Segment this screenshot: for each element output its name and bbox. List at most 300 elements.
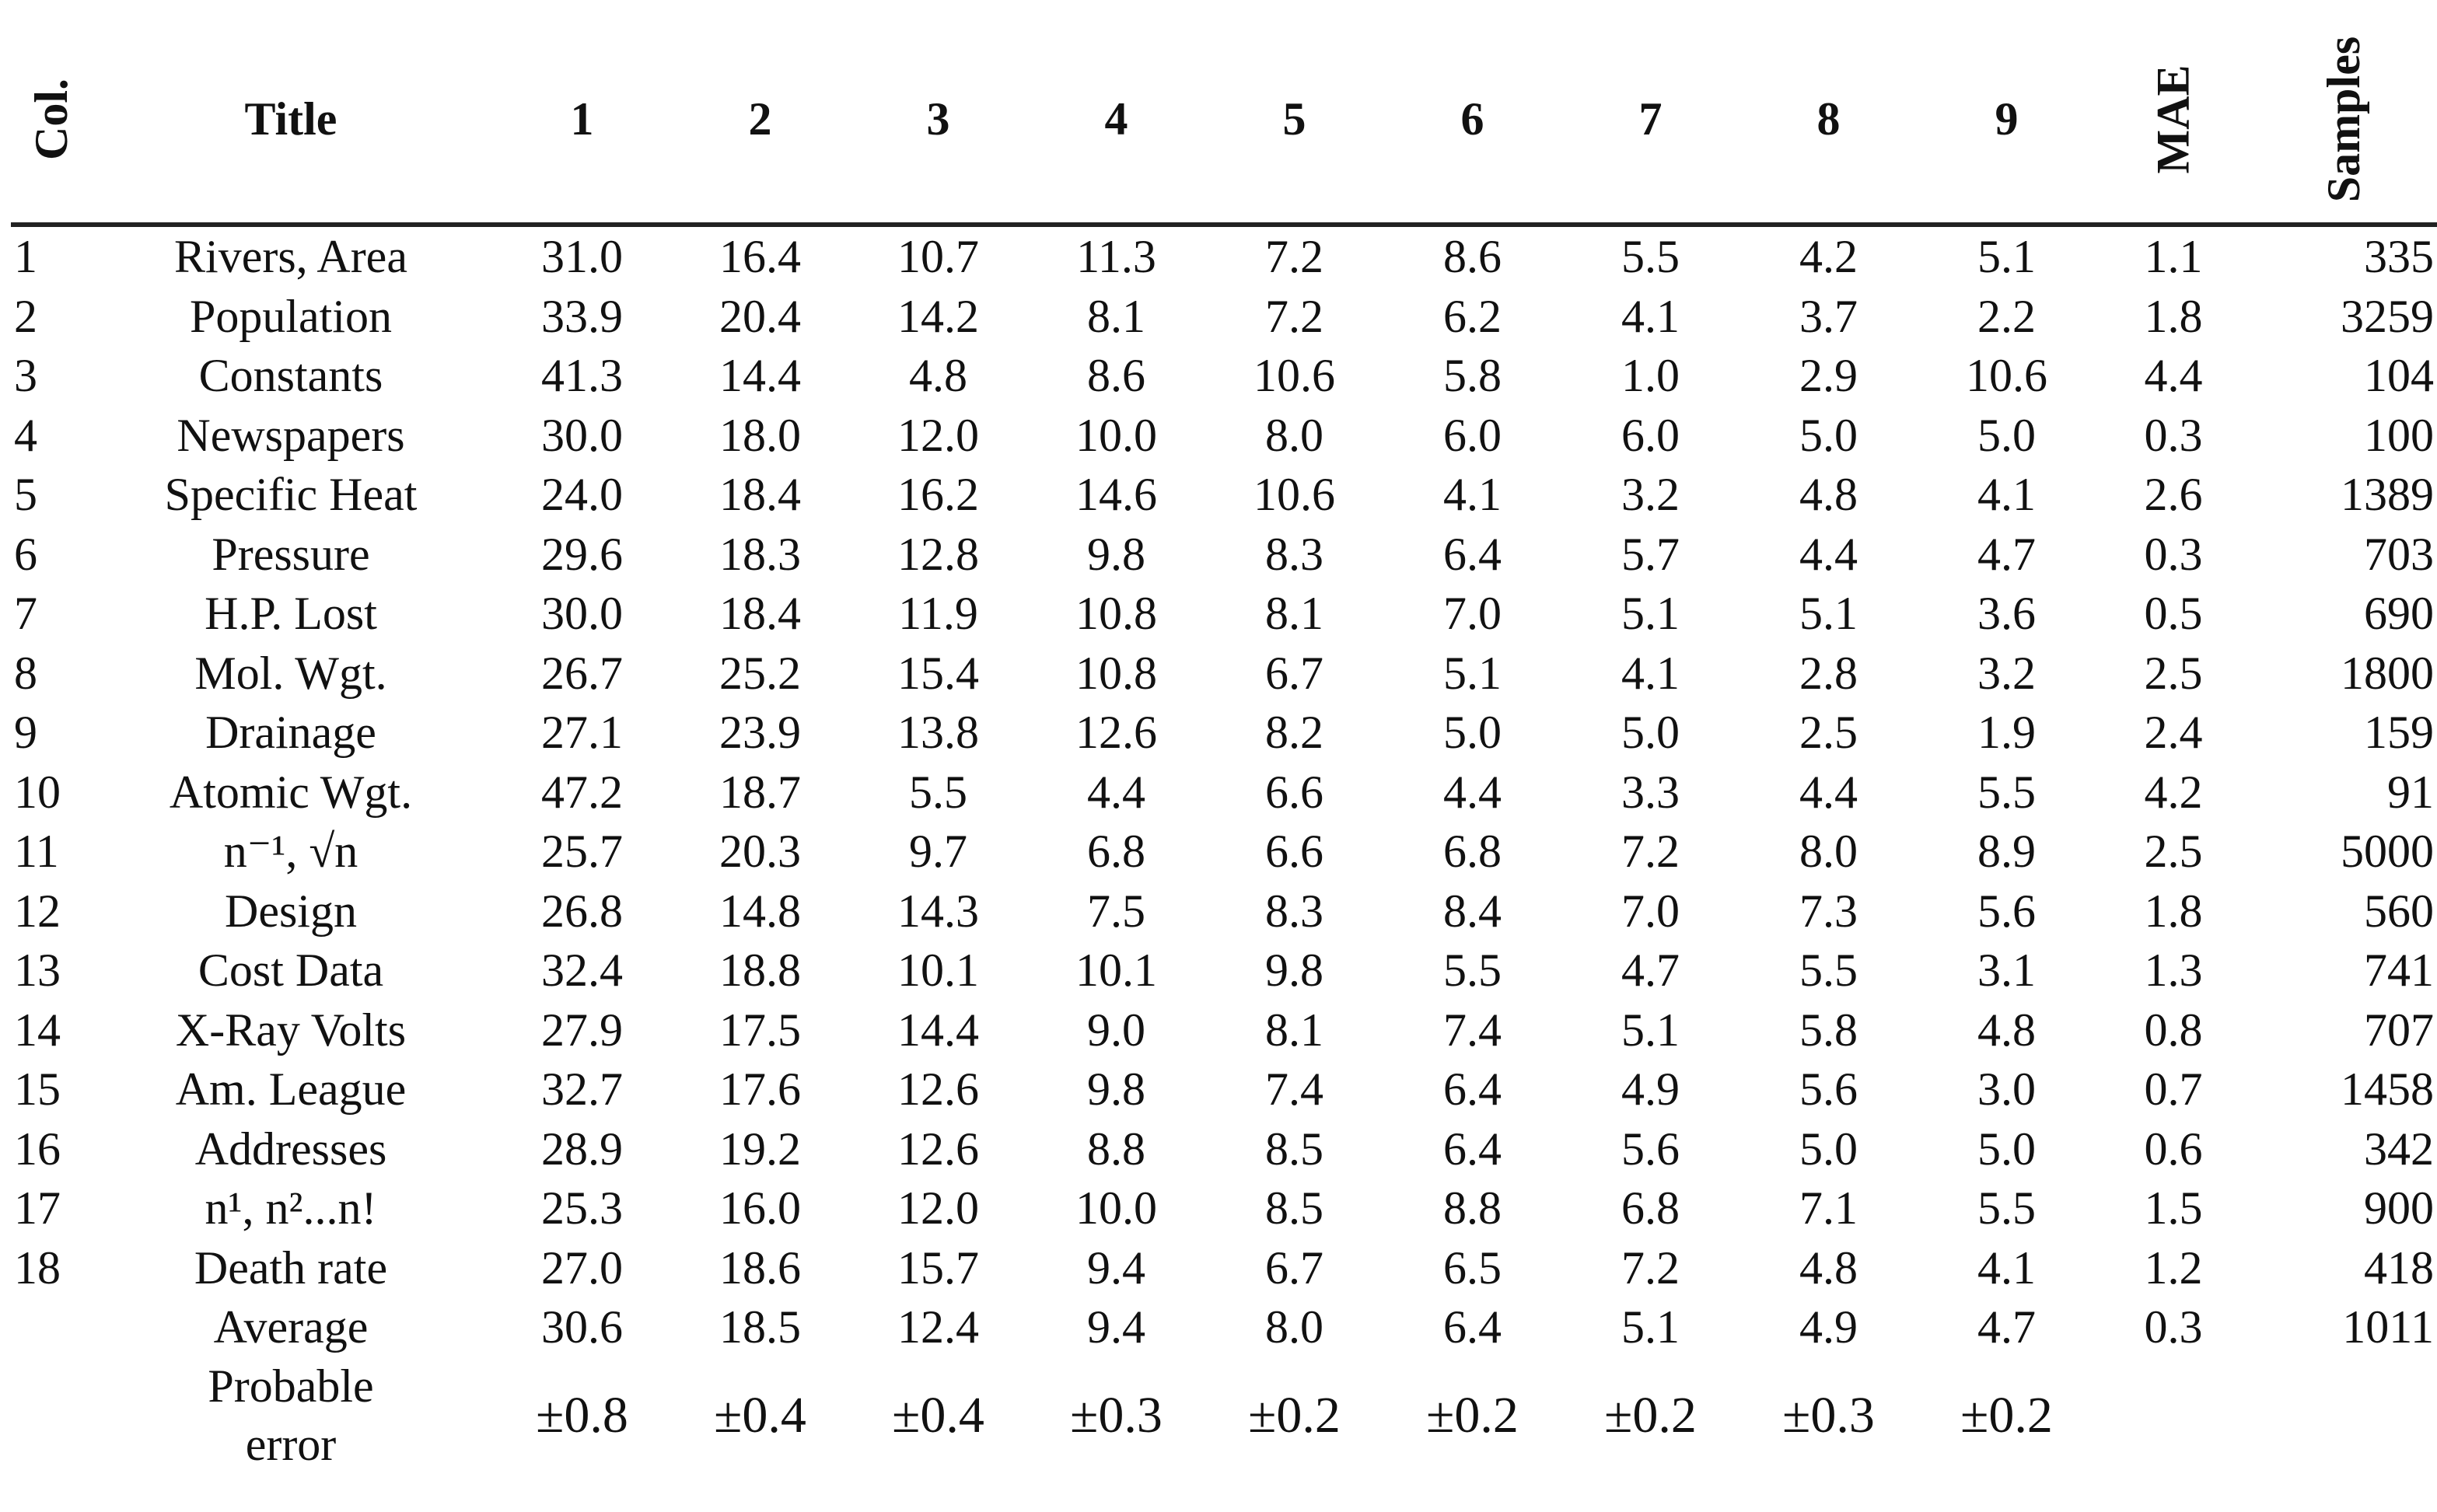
digit-8-percent: 5.8	[1799, 1004, 1858, 1056]
digit-3-percent: 12.6	[897, 1063, 979, 1116]
digit-7-percent: 5.5	[1621, 231, 1680, 283]
row-samples: 1458	[2341, 1063, 2434, 1116]
header-digit-7: 7	[1561, 16, 1739, 225]
header-mae	[2096, 16, 2251, 225]
digit-2-percent: 18.5	[719, 1301, 801, 1353]
digit-1-percent: 31.0	[541, 231, 623, 283]
digit-4-percent: 10.1	[1075, 945, 1157, 997]
row-samples: 159	[2364, 707, 2434, 759]
row-mae: 2.5	[2144, 826, 2203, 878]
digit-3-percent: 12.6	[897, 1123, 979, 1175]
benford-table	[11, 16, 2437, 1474]
row-col-number: 11	[14, 826, 59, 878]
digit-6-percent: 5.0	[1443, 707, 1502, 759]
digit-5-percent: 7.2	[1265, 231, 1323, 283]
row-title: Average	[213, 1301, 369, 1353]
digit-9-percent: 1.9	[1977, 707, 2036, 759]
header-title: Title	[89, 16, 493, 225]
digit-5-percent: 8.0	[1265, 1301, 1323, 1353]
digit-9-percent: 8.9	[1977, 826, 2036, 878]
row-mae: 0.8	[2144, 1004, 2203, 1056]
table-row	[11, 763, 2437, 822]
table-row	[11, 1297, 2437, 1357]
row-mae: 0.3	[2144, 1301, 2203, 1353]
digit-9-percent: 3.2	[1977, 647, 2036, 699]
row-mae: 1.3	[2144, 945, 2203, 997]
probable-error-mae-empty	[2096, 1357, 2251, 1474]
row-col-number: 7	[14, 588, 37, 640]
digit-3-percent: 12.8	[897, 528, 979, 580]
row-col-number: 14	[14, 1004, 61, 1056]
row-title: Specific Heat	[164, 469, 418, 521]
digit-9-percent: 5.1	[1977, 231, 2036, 283]
digit-2-percent: 18.3	[719, 528, 801, 580]
table-row	[11, 525, 2437, 585]
digit-8-percent: 4.2	[1799, 231, 1858, 283]
digit-6-percent: 8.8	[1443, 1182, 1502, 1234]
digit-1-percent: 25.7	[541, 826, 623, 878]
digit-5-percent: 8.3	[1265, 885, 1323, 937]
header-digit-2: 2	[671, 16, 849, 225]
row-samples: 741	[2364, 945, 2434, 997]
digit-6-percent: 4.1	[1443, 469, 1502, 521]
digit-4-percent: 7.5	[1087, 885, 1145, 937]
row-samples: 342	[2364, 1123, 2434, 1175]
row-mae: 0.5	[2144, 588, 2203, 640]
digit-1-percent: 26.7	[541, 647, 623, 699]
digit-1-percent: 27.0	[541, 1241, 623, 1294]
probable-error-digit-6: ±0.2	[1426, 1386, 1519, 1444]
row-col-number: 10	[14, 766, 61, 818]
digit-2-percent: 18.4	[719, 469, 801, 521]
digit-9-percent: 4.7	[1977, 1301, 2036, 1353]
row-samples: 418	[2364, 1241, 2434, 1294]
row-mae: 1.5	[2144, 1182, 2203, 1234]
digit-9-percent: 4.7	[1977, 528, 2036, 580]
row-col-number: 13	[14, 945, 61, 997]
row-mae: 2.4	[2144, 707, 2203, 759]
table-row	[11, 1060, 2437, 1119]
digit-7-percent: 7.0	[1621, 885, 1680, 937]
digit-4-percent: 8.8	[1087, 1123, 1145, 1175]
row-col-number: 4	[14, 409, 37, 461]
digit-8-percent: 4.8	[1799, 469, 1858, 521]
digit-7-percent: 7.2	[1621, 826, 1680, 878]
row-samples: 335	[2364, 231, 2434, 283]
digit-9-percent: 5.0	[1977, 409, 2036, 461]
digit-6-percent: 6.8	[1443, 826, 1502, 878]
row-mae: 4.2	[2144, 766, 2203, 818]
row-title: n⁻¹, √n	[223, 826, 358, 878]
digit-4-percent: 10.8	[1075, 647, 1157, 699]
digit-5-percent: 8.2	[1265, 707, 1323, 759]
digit-9-percent: 3.6	[1977, 588, 2036, 640]
digit-5-percent: 6.7	[1265, 1241, 1323, 1294]
row-col-number: 8	[14, 647, 37, 699]
digit-3-percent: 14.2	[897, 290, 979, 342]
header-samples	[2251, 16, 2437, 225]
table-row	[11, 644, 2437, 704]
row-samples: 1800	[2341, 647, 2434, 699]
row-mae: 0.7	[2144, 1063, 2203, 1116]
digit-2-percent: 19.2	[719, 1123, 801, 1175]
table-row	[11, 584, 2437, 644]
digit-1-percent: 41.3	[541, 350, 623, 402]
digit-4-percent: 4.4	[1087, 766, 1145, 818]
digit-3-percent: 4.8	[909, 350, 967, 402]
row-title: Newspapers	[177, 409, 405, 461]
digit-9-percent: 10.6	[1966, 350, 2047, 402]
digit-9-percent: 4.1	[1977, 1241, 2036, 1294]
digit-7-percent: 5.1	[1621, 1004, 1680, 1056]
digit-6-percent: 6.4	[1443, 1063, 1502, 1116]
row-title: X-Ray Volts	[175, 1004, 407, 1056]
row-title: Death rate	[194, 1241, 388, 1294]
digit-8-percent: 4.4	[1799, 528, 1858, 580]
digit-5-percent: 10.6	[1253, 350, 1335, 402]
row-samples: 900	[2364, 1182, 2434, 1234]
digit-1-percent: 30.0	[541, 588, 623, 640]
digit-2-percent: 20.3	[719, 826, 801, 878]
header-digit-6: 6	[1383, 16, 1561, 225]
digit-3-percent: 13.8	[897, 707, 979, 759]
digit-9-percent: 5.5	[1977, 1182, 2036, 1234]
digit-4-percent: 9.8	[1087, 1063, 1145, 1116]
digit-8-percent: 7.3	[1799, 885, 1858, 937]
digit-3-percent: 14.3	[897, 885, 979, 937]
digit-7-percent: 1.0	[1621, 350, 1680, 402]
digit-8-percent: 2.9	[1799, 350, 1858, 402]
digit-6-percent: 5.5	[1443, 945, 1502, 997]
table-row	[11, 1000, 2437, 1060]
digit-8-percent: 2.5	[1799, 707, 1858, 759]
probable-error-digit-2: ±0.4	[714, 1386, 806, 1444]
row-mae: 0.3	[2144, 409, 2203, 461]
row-samples: 100	[2364, 409, 2434, 461]
digit-4-percent: 12.6	[1075, 707, 1157, 759]
row-mae: 1.8	[2144, 885, 2203, 937]
digit-9-percent: 5.6	[1977, 885, 2036, 937]
digit-4-percent: 9.4	[1087, 1241, 1145, 1294]
header-col	[11, 16, 89, 225]
digit-3-percent: 5.5	[909, 766, 967, 818]
digit-7-percent: 6.0	[1621, 409, 1680, 461]
digit-6-percent: 6.4	[1443, 1123, 1502, 1175]
digit-6-percent: 6.0	[1443, 409, 1502, 461]
digit-1-percent: 28.9	[541, 1123, 623, 1175]
digit-6-percent: 5.1	[1443, 647, 1502, 699]
table-row	[11, 406, 2437, 466]
row-col-number: 2	[14, 290, 37, 342]
row-mae: 1.8	[2144, 290, 2203, 342]
digit-1-percent: 32.4	[541, 945, 623, 997]
header-digit-8: 8	[1739, 16, 1918, 225]
row-mae: 1.1	[2144, 231, 2203, 283]
digit-5-percent: 8.0	[1265, 409, 1323, 461]
digit-1-percent: 30.6	[541, 1301, 623, 1353]
digit-1-percent: 32.7	[541, 1063, 623, 1116]
probable-error-digit-3: ±0.4	[892, 1386, 984, 1444]
digit-7-percent: 6.8	[1621, 1182, 1680, 1234]
digit-6-percent: 6.5	[1443, 1241, 1502, 1294]
probable-error-digit-7: ±0.2	[1604, 1386, 1697, 1444]
digit-1-percent: 25.3	[541, 1182, 623, 1234]
digit-1-percent: 29.6	[541, 528, 623, 580]
digit-1-percent: 27.1	[541, 707, 623, 759]
digit-2-percent: 18.8	[719, 945, 801, 997]
digit-6-percent: 8.4	[1443, 885, 1502, 937]
digit-4-percent: 10.8	[1075, 588, 1157, 640]
digit-4-percent: 10.0	[1075, 409, 1157, 461]
header-row	[11, 16, 2437, 225]
digit-6-percent: 7.4	[1443, 1004, 1502, 1056]
table-row	[11, 882, 2437, 941]
header-digit-9: 9	[1918, 16, 2096, 225]
digit-4-percent: 9.8	[1087, 528, 1145, 580]
row-col-number: 1	[14, 231, 37, 283]
digit-5-percent: 8.1	[1265, 1004, 1323, 1056]
digit-9-percent: 5.0	[1977, 1123, 2036, 1175]
digit-1-percent: 24.0	[541, 469, 623, 521]
row-col-number: 17	[14, 1182, 61, 1234]
digit-5-percent: 7.2	[1265, 290, 1323, 342]
table-row	[11, 822, 2437, 882]
digit-7-percent: 4.1	[1621, 290, 1680, 342]
digit-2-percent: 14.4	[719, 350, 801, 402]
table-header	[11, 16, 2437, 225]
digit-5-percent: 6.6	[1265, 826, 1323, 878]
row-samples: 91	[2387, 766, 2434, 818]
row-samples: 3259	[2341, 290, 2434, 342]
digit-1-percent: 26.8	[541, 885, 623, 937]
digit-4-percent: 6.8	[1087, 826, 1145, 878]
row-title: Mol. Wgt.	[194, 647, 387, 699]
digit-3-percent: 15.7	[897, 1241, 979, 1294]
digit-1-percent: 47.2	[541, 766, 623, 818]
digit-8-percent: 7.1	[1799, 1182, 1858, 1234]
digit-7-percent: 5.0	[1621, 707, 1680, 759]
digit-9-percent: 4.1	[1977, 469, 2036, 521]
probable-error-digit-9: ±0.2	[1960, 1386, 2053, 1444]
digit-3-percent: 12.4	[897, 1301, 979, 1353]
table-row	[11, 703, 2437, 763]
row-samples: 5000	[2341, 826, 2434, 878]
digit-4-percent: 8.6	[1087, 350, 1145, 402]
probable-error-samples-empty	[2251, 1357, 2437, 1474]
header-digit-3: 3	[849, 16, 1027, 225]
row-col-number: 15	[14, 1063, 61, 1116]
digit-6-percent: 8.6	[1443, 231, 1502, 283]
digit-8-percent: 2.8	[1799, 647, 1858, 699]
probable-error-digit-1: ±0.8	[536, 1386, 628, 1444]
digit-2-percent: 18.7	[719, 766, 801, 818]
digit-5-percent: 8.5	[1265, 1182, 1323, 1234]
digit-7-percent: 5.7	[1621, 528, 1680, 580]
row-title: n¹, n²...n!	[205, 1182, 377, 1234]
digit-5-percent: 6.7	[1265, 647, 1323, 699]
digit-7-percent: 3.2	[1621, 469, 1680, 521]
digit-7-percent: 5.1	[1621, 588, 1680, 640]
row-mae: 0.3	[2144, 528, 2203, 580]
digit-5-percent: 8.1	[1265, 588, 1323, 640]
row-title: Drainage	[205, 707, 376, 759]
digit-2-percent: 17.5	[719, 1004, 801, 1056]
row-mae: 4.4	[2144, 350, 2203, 402]
row-col-number: 5	[14, 469, 37, 521]
digit-6-percent: 6.2	[1443, 290, 1502, 342]
row-samples: 1011	[2342, 1301, 2434, 1353]
header-samples-label: Samples	[2318, 36, 2369, 202]
digit-4-percent: 14.6	[1075, 469, 1157, 521]
probable-error-col-empty	[11, 1357, 89, 1474]
digit-2-percent: 20.4	[719, 290, 801, 342]
row-col-number: 12	[14, 885, 61, 937]
header-col-label: Col.	[26, 78, 77, 160]
row-mae: 0.6	[2144, 1123, 2203, 1175]
row-title: Atomic Wgt.	[169, 766, 413, 818]
row-col-number	[11, 1297, 89, 1357]
header-digit-5: 5	[1205, 16, 1383, 225]
digit-3-percent: 12.0	[897, 409, 979, 461]
digit-3-percent: 11.9	[898, 588, 978, 640]
digit-6-percent: 7.0	[1443, 588, 1502, 640]
digit-1-percent: 27.9	[541, 1004, 623, 1056]
row-title: Rivers, Area	[174, 231, 407, 283]
digit-4-percent: 10.0	[1075, 1182, 1157, 1234]
table-row	[11, 225, 2437, 287]
digit-2-percent: 14.8	[719, 885, 801, 937]
header-mae-label: MAE	[2147, 65, 2199, 173]
digit-6-percent: 6.4	[1443, 1301, 1502, 1353]
digit-1-percent: 30.0	[541, 409, 623, 461]
digit-6-percent: 5.8	[1443, 350, 1502, 402]
digit-9-percent: 3.0	[1977, 1063, 2036, 1116]
digit-9-percent: 4.8	[1977, 1004, 2036, 1056]
digit-6-percent: 4.4	[1443, 766, 1502, 818]
digit-8-percent: 5.6	[1799, 1063, 1858, 1116]
row-title: Cost Data	[198, 945, 384, 997]
digit-9-percent: 2.2	[1977, 290, 2036, 342]
row-samples: 703	[2364, 528, 2434, 580]
probable-error-title-line1: Probable	[208, 1360, 374, 1412]
row-mae: 2.5	[2144, 647, 2203, 699]
digit-5-percent: 6.6	[1265, 766, 1323, 818]
digit-9-percent: 3.1	[1977, 945, 2036, 997]
digit-8-percent: 4.9	[1799, 1301, 1858, 1353]
row-title: Design	[225, 885, 357, 937]
digit-4-percent: 9.0	[1087, 1004, 1145, 1056]
row-samples: 104	[2364, 350, 2434, 402]
table-row	[11, 1179, 2437, 1238]
digit-3-percent: 12.0	[897, 1182, 979, 1234]
probable-error-digit-8: ±0.3	[1782, 1386, 1875, 1444]
row-title: Am. League	[175, 1063, 407, 1116]
row-samples: 1389	[2341, 469, 2434, 521]
digit-2-percent: 18.0	[719, 409, 801, 461]
digit-5-percent: 8.3	[1265, 528, 1323, 580]
digit-3-percent: 10.7	[897, 231, 979, 283]
row-col-number: 9	[14, 707, 37, 759]
digit-7-percent: 5.6	[1621, 1123, 1680, 1175]
row-title: Constants	[198, 350, 383, 402]
digit-8-percent: 5.5	[1799, 945, 1858, 997]
digit-8-percent: 5.0	[1799, 1123, 1858, 1175]
row-title: H.P. Lost	[205, 588, 377, 640]
probable-error-title	[89, 1357, 493, 1474]
row-col-number: 6	[14, 528, 37, 580]
probable-error-digit-4: ±0.3	[1070, 1386, 1163, 1444]
row-mae: 2.6	[2144, 469, 2203, 521]
digit-2-percent: 16.4	[719, 231, 801, 283]
table-row	[11, 1119, 2437, 1179]
digit-4-percent: 11.3	[1076, 231, 1156, 283]
probable-error-digit-5: ±0.2	[1248, 1386, 1341, 1444]
digit-7-percent: 4.9	[1621, 1063, 1680, 1116]
row-title: Population	[189, 290, 392, 342]
digit-3-percent: 16.2	[897, 469, 979, 521]
digit-7-percent: 5.1	[1621, 1301, 1680, 1353]
digit-8-percent: 8.0	[1799, 826, 1858, 878]
digit-2-percent: 25.2	[719, 647, 801, 699]
row-col-number: 18	[14, 1241, 61, 1294]
row-title: Addresses	[194, 1123, 387, 1175]
digit-3-percent: 15.4	[897, 647, 979, 699]
header-digit-1: 1	[493, 16, 671, 225]
digit-5-percent: 10.6	[1253, 469, 1335, 521]
digit-7-percent: 4.7	[1621, 945, 1680, 997]
digit-7-percent: 3.3	[1621, 766, 1680, 818]
row-col-number: 16	[14, 1123, 61, 1175]
probable-error-title-line2: error	[245, 1418, 337, 1470]
digit-3-percent: 9.7	[909, 826, 967, 878]
digit-8-percent: 5.1	[1799, 588, 1858, 640]
table-row	[11, 1238, 2437, 1298]
row-title: Pressure	[212, 528, 370, 580]
digit-7-percent: 7.2	[1621, 1241, 1680, 1294]
digit-8-percent: 3.7	[1799, 290, 1858, 342]
row-samples: 560	[2364, 885, 2434, 937]
digit-8-percent: 4.4	[1799, 766, 1858, 818]
digit-2-percent: 17.6	[719, 1063, 801, 1116]
digit-2-percent: 16.0	[719, 1182, 801, 1234]
digit-2-percent: 18.4	[719, 588, 801, 640]
digit-3-percent: 10.1	[897, 945, 979, 997]
header-digit-4: 4	[1027, 16, 1205, 225]
table-row	[11, 941, 2437, 1000]
table-row	[11, 346, 2437, 406]
row-col-number: 3	[14, 350, 37, 402]
digit-8-percent: 5.0	[1799, 409, 1858, 461]
table-row	[11, 287, 2437, 347]
digit-5-percent: 7.4	[1265, 1063, 1323, 1116]
digit-3-percent: 14.4	[897, 1004, 979, 1056]
row-samples: 690	[2364, 588, 2434, 640]
digit-2-percent: 18.6	[719, 1241, 801, 1294]
row-mae: 1.2	[2144, 1241, 2203, 1294]
digit-8-percent: 4.8	[1799, 1241, 1858, 1294]
digit-7-percent: 4.1	[1621, 647, 1680, 699]
digit-9-percent: 5.5	[1977, 766, 2036, 818]
digit-6-percent: 6.4	[1443, 528, 1502, 580]
digit-1-percent: 33.9	[541, 290, 623, 342]
probable-error-row	[11, 1357, 2437, 1474]
digit-4-percent: 8.1	[1087, 290, 1145, 342]
digit-4-percent: 9.4	[1087, 1301, 1145, 1353]
digit-5-percent: 8.5	[1265, 1123, 1323, 1175]
digit-5-percent: 9.8	[1265, 945, 1323, 997]
table-row	[11, 465, 2437, 525]
digit-2-percent: 23.9	[719, 707, 801, 759]
